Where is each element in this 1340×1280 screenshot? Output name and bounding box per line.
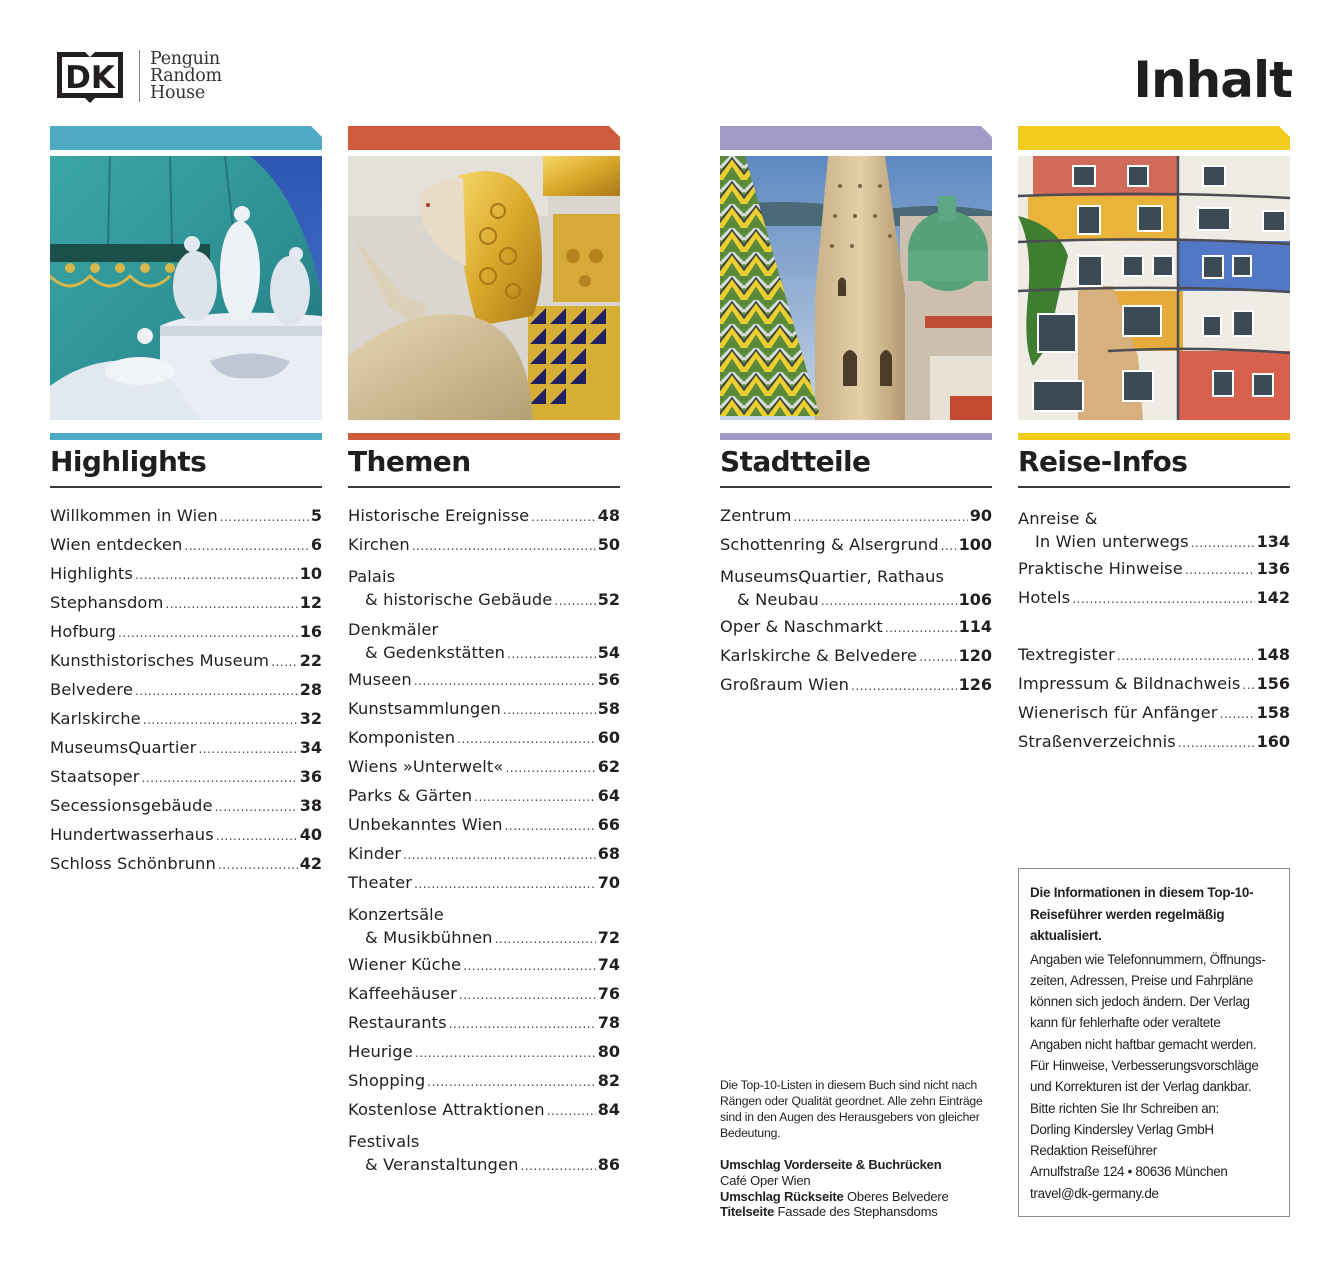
section-color-tab <box>1018 126 1290 150</box>
section-divider <box>50 486 322 488</box>
toc-entry[interactable]: MuseumsQuartier, Rathaus & Neubau ..... 106 <box>720 560 992 613</box>
credit-value: Café Oper Wien <box>720 1172 811 1188</box>
toc-entry[interactable]: Textregister ..... 148 <box>1018 641 1290 670</box>
section-color-tab <box>348 126 620 150</box>
section-reise-infos <box>1018 126 1290 757</box>
toc-entry[interactable]: Kinder ..... 68 <box>348 840 620 869</box>
toc-list-stadtteile <box>720 502 992 700</box>
section-color-rule <box>1018 433 1290 440</box>
publisher-name: Penguin Random House <box>150 48 222 103</box>
credit-value: Fassade des Stephansdoms <box>777 1204 938 1220</box>
toc-entry[interactable]: Karlskirche ..... 32 <box>50 705 322 734</box>
info-box-body: Angaben wie Telefonnummern, Öffnungs- zeiten, Adressen, Preise und Fahrpläne können sich jedoch ändern. Der Verlag kann für fehlerhafte oder veraltete Angaben nicht haftbar gemacht werden. Für Hinweise, Verbesserungsvorschläge und Korrekturen ist der Verlag dankbar. Bitte richten Sie Ihr Schreiben an: Dorling Kindersley Verlag GmbH Redaktion Reiseführer Arnulfstraße 124 • 80636 München travel@dk-germany.de <box>1030 949 1278 1205</box>
toc-entry[interactable]: Secessionsgebäude ..... 38 <box>50 792 322 821</box>
toc-entry[interactable]: Denkmäler & Gedenkstätten ..... 54 <box>348 613 620 666</box>
toc-entry[interactable]: Komponisten ..... 60 <box>348 724 620 753</box>
toc-entry[interactable]: Kirchen ..... 50 <box>348 531 620 560</box>
toc-entry[interactable]: Hofburg ..... 16 <box>50 618 322 647</box>
toc-entry[interactable]: Belvedere ..... 28 <box>50 676 322 705</box>
toc-entry[interactable]: Restaurants ..... 78 <box>348 1009 620 1038</box>
toc-entry[interactable]: Unbekanntes Wien ..... 66 <box>348 811 620 840</box>
toc-entry[interactable]: Wiens »Unterwelt« ..... 62 <box>348 753 620 782</box>
toc-entry[interactable]: Heurige ..... 80 <box>348 1038 620 1067</box>
toc-entry[interactable]: Museen ..... 56 <box>348 666 620 695</box>
section-divider <box>720 486 992 488</box>
section-photo-hundertwasserhaus <box>1018 156 1290 420</box>
dk-book-logo-icon <box>55 49 125 103</box>
toc-list-highlights <box>50 502 322 879</box>
toc-entry[interactable]: Praktische Hinweise ..... 136 <box>1018 555 1290 584</box>
top10-ranking-note: Die Top-10-Listen in diesem Buch sind nicht nach Rängen oder Qualität geordnet. Alle zehn Einträge sind in den Augen des Herausgebers von gleicher Bedeutung. <box>720 1078 983 1140</box>
section-title: Highlights <box>50 445 207 478</box>
contact-email[interactable]: travel@dk-germany.de <box>1030 1185 1159 1201</box>
toc-entry[interactable]: Stephansdom ..... 12 <box>50 589 322 618</box>
toc-entry[interactable]: Palais & historische Gebäude ..... 52 <box>348 560 620 613</box>
page-title: Inhalt <box>1133 51 1292 109</box>
toc-entry[interactable]: Historische Ereignisse ..... 48 <box>348 502 620 531</box>
section-stadtteile <box>720 126 992 700</box>
section-color-rule <box>348 433 620 440</box>
toc-entry[interactable]: Wien entdecken ..... 6 <box>50 531 322 560</box>
credit-label: Umschlag Vorderseite & Buchrücken <box>720 1157 942 1172</box>
info-box-heading: Die Informationen in diesem Top-10- Reiseführer werden regelmäßig aktualisiert. <box>1030 885 1254 943</box>
section-color-rule <box>720 433 992 440</box>
section-divider <box>348 486 620 488</box>
toc-entry[interactable]: Kaffeehäuser ..... 76 <box>348 980 620 1009</box>
toc-entry[interactable]: Wiener Küche ..... 74 <box>348 951 620 980</box>
section-title: Reise-Infos <box>1018 445 1188 478</box>
credit-label: Titelseite <box>720 1204 775 1220</box>
toc-entry[interactable]: Willkommen in Wien ..... 5 <box>50 502 322 531</box>
toc-spacer <box>1018 613 1290 641</box>
toc-entry[interactable]: Karlskirche & Belvedere ..... 120 <box>720 642 992 671</box>
section-title: Stadtteile <box>720 445 871 478</box>
toc-entry[interactable]: Anreise & In Wien unterwegs ..... 134 <box>1018 502 1290 555</box>
toc-entry[interactable]: MuseumsQuartier ..... 34 <box>50 734 322 763</box>
section-themen <box>348 126 620 1178</box>
credit-value: Oberes Belvedere <box>847 1188 949 1204</box>
toc-entry[interactable]: Kostenlose Attraktionen ..... 84 <box>348 1096 620 1125</box>
toc-entry[interactable]: Kunsthistorisches Museum ..... 22 <box>50 647 322 676</box>
section-color-tab <box>720 126 992 150</box>
update-info-box <box>1018 868 1290 1217</box>
section-color-tab <box>50 126 322 150</box>
toc-entry[interactable]: Schloss Schönbrunn ..... 42 <box>50 850 322 879</box>
toc-entry[interactable]: Hotels ..... 142 <box>1018 584 1290 613</box>
toc-list-themen <box>348 502 620 1178</box>
toc-entry[interactable]: Kunstsammlungen ..... 58 <box>348 695 620 724</box>
svg-text:DK: DK <box>65 60 115 96</box>
toc-entry[interactable]: Konzertsäle & Musikbühnen ..... 72 <box>348 898 620 951</box>
section-photo-stephansdom <box>720 156 992 420</box>
section-highlights <box>50 126 322 879</box>
toc-entry[interactable]: Parks & Gärten ..... 64 <box>348 782 620 811</box>
toc-entry[interactable]: Schottenring & Alsergrund ..... 100 <box>720 531 992 560</box>
toc-entry[interactable]: Staatsoper ..... 36 <box>50 763 322 792</box>
toc-entry[interactable]: Straßenverzeichnis ..... 160 <box>1018 728 1290 757</box>
section-color-rule <box>50 433 322 440</box>
section-title: Themen <box>348 445 471 478</box>
toc-entry[interactable]: Wienerisch für Anfänger ..... 158 <box>1018 699 1290 728</box>
toc-entry[interactable]: Shopping ..... 82 <box>348 1067 620 1096</box>
toc-entry[interactable]: Highlights ..... 10 <box>50 560 322 589</box>
publisher-logo <box>55 48 222 104</box>
section-photo-hofburg <box>50 156 322 420</box>
toc-entry[interactable]: Zentrum ..... 90 <box>720 502 992 531</box>
section-divider <box>1018 486 1290 488</box>
logo-divider <box>139 50 140 102</box>
credit-label: Umschlag Rückseite <box>720 1188 844 1204</box>
toc-entry[interactable]: Impressum & Bildnachweis ..... 156 <box>1018 670 1290 699</box>
section-photo-relief <box>348 156 620 420</box>
cover-credits <box>720 1157 1000 1220</box>
toc-entry[interactable]: Großraum Wien ..... 126 <box>720 671 992 700</box>
toc-entry[interactable]: Oper & Naschmarkt ..... 114 <box>720 613 992 642</box>
toc-entry[interactable]: Theater ..... 70 <box>348 869 620 898</box>
toc-entry[interactable]: Festivals & Veranstaltungen ..... 86 <box>348 1125 620 1178</box>
toc-entry[interactable]: Hundertwasserhaus ..... 40 <box>50 821 322 850</box>
toc-list-reise-infos <box>1018 502 1290 757</box>
